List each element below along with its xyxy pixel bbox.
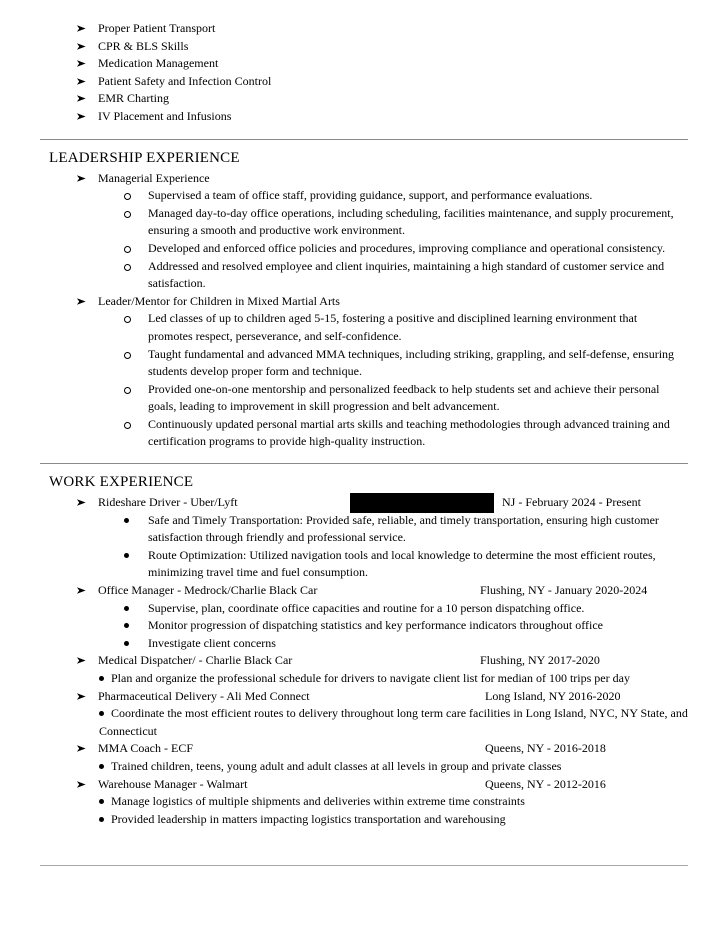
job-title-row (40, 652, 688, 670)
job-bullet (99, 811, 691, 829)
bullet-icon (99, 676, 104, 681)
job-bullet (40, 547, 688, 582)
job-title: Pharmaceutical Delivery - Ali Med Connect (98, 688, 310, 703)
job-location: Long Island, NY 2016-2020 (485, 688, 621, 703)
bullet-text: Supervised a team of office staff, providing guidance, support, and performance evaluations. (148, 188, 593, 203)
skill-text: IV Placement and Infusions (98, 108, 232, 123)
section-divider (40, 139, 688, 140)
bullet-text: Monitor progression of dispatching statistics and key performance indicators throughout office (148, 618, 604, 633)
bullet-text: Investigate client concerns (148, 635, 276, 650)
leadership-bullet (40, 346, 688, 381)
arrowhead-bullet-icon (76, 293, 98, 307)
arrowhead-bullet-icon (76, 582, 98, 596)
leadership-item-title: Managerial Experience (98, 170, 210, 185)
bullet-text: Coordinate the most efficient routes to delivery throughout long term care facilities in Long Island, NYC, NY State, and Connecticut (99, 706, 688, 738)
arrowhead-bullet-icon (76, 740, 98, 754)
circle-bullet-icon (124, 187, 148, 200)
job-title-row (40, 688, 688, 706)
leadership-item (40, 293, 688, 311)
arrowhead-bullet-icon (76, 652, 98, 666)
arrowhead-bullet-icon (76, 688, 98, 702)
job-location: Flushing, NY - January 2020-2024 (480, 583, 648, 598)
job-title-row (40, 740, 688, 758)
bullet-text: Taught fundamental and advanced MMA techniques, including striking, grappling, and self-defense, ensuring students develop proper form and technique. (148, 346, 675, 379)
job-title: Office Manager - Medrock/Charlie Black Car (98, 583, 318, 598)
circle-bullet-icon (124, 381, 148, 394)
circle-bullet-icon (124, 240, 148, 253)
list-item (40, 90, 688, 108)
circle-bullet-icon (124, 416, 148, 429)
leadership-bullet (40, 187, 688, 205)
bullet-text: Manage logistics of multiple shipments and deliveries within extreme time constraints (111, 794, 525, 809)
skill-text: CPR & BLS Skills (98, 38, 189, 53)
job-title: MMA Coach - ECF (98, 741, 194, 756)
list-item (40, 20, 688, 38)
work-section-heading: WORK EXPERIENCE (49, 474, 194, 491)
skill-text: EMR Charting (98, 91, 169, 106)
skill-text: Patient Safety and Infection Control (98, 73, 272, 88)
section-divider (40, 463, 688, 464)
disc-bullet-icon (124, 635, 148, 646)
skill-text: Medication Management (98, 56, 219, 71)
bullet-text: Route Optimization: Utilized navigation tools and local knowledge to determine the most efficient routes, minimizing travel time and fuel consumption. (148, 547, 656, 580)
bullet-icon (99, 764, 104, 769)
bullet-text: Continuously updated personal martial arts skills and teaching methodologies through advanced training and certification programs to provide high-quality instruction. (148, 416, 670, 449)
circle-bullet-icon (124, 205, 148, 218)
circle-bullet-icon (124, 310, 148, 323)
job-location: Flushing, NY 2017-2020 (480, 653, 600, 668)
redaction-box (350, 493, 494, 513)
bullet-text: Provided leadership in matters impacting logistics transportation and warehousing (111, 811, 506, 826)
list-item (40, 55, 688, 73)
circle-bullet-icon (124, 258, 148, 271)
job-bullet (40, 635, 688, 653)
leadership-section-heading: LEADERSHIP EXPERIENCE (49, 149, 240, 166)
job-bullet (40, 617, 688, 635)
disc-bullet-icon (124, 617, 148, 628)
job-bullet (99, 705, 691, 740)
job-title-row (40, 776, 688, 794)
arrowhead-bullet-icon (76, 90, 98, 104)
bullet-icon (99, 799, 104, 804)
job-location: Queens, NY - 2016-2018 (485, 741, 606, 756)
bullet-text: Plan and organize the professional schedule for drivers to navigate client list for median of 100 trips per day (111, 671, 630, 685)
disc-bullet-icon (124, 600, 148, 611)
arrowhead-bullet-icon (76, 55, 98, 69)
job-title-row (40, 582, 688, 600)
bullet-text: Addressed and resolved employee and client inquiries, maintaining a high standard of customer service and satisfaction. (148, 258, 665, 291)
leadership-item (40, 170, 688, 188)
leadership-bullet (40, 310, 688, 345)
bullet-text: Supervise, plan, coordinate office capacities and routine for a 10 person dispatching office. (148, 600, 585, 615)
skill-text: Proper Patient Transport (98, 21, 216, 35)
arrowhead-bullet-icon (76, 494, 98, 508)
leadership-bullet (40, 416, 688, 451)
circle-bullet-icon (124, 346, 148, 359)
skills-list (40, 20, 688, 126)
bullet-text: Managed day-to-day office operations, including scheduling, facilities maintenance, and supply procurement, ensuring a smooth and productive work environment. (148, 205, 674, 238)
bullet-text: Safe and Timely Transportation: Provided safe, reliable, and timely transportation, ensuring high customer satisfaction through friendly and professional service. (148, 512, 659, 545)
job-bullet (40, 512, 688, 547)
page-bottom-divider (40, 865, 688, 866)
arrowhead-bullet-icon (76, 20, 98, 34)
leadership-bullet (40, 205, 688, 240)
arrowhead-bullet-icon (76, 38, 98, 52)
leadership-bullet (40, 381, 688, 416)
bullet-text: Developed and enforced office policies and procedures, improving compliance and operational consistency. (148, 240, 666, 255)
job-title-row (40, 494, 688, 512)
arrowhead-bullet-icon (76, 170, 98, 184)
bullet-text: Provided one-on-one mentorship and personalized feedback to help students set and achieve their personal goals, leading to improvement in skill progression and belt advancement. (148, 381, 660, 414)
arrowhead-bullet-icon (76, 73, 98, 87)
bullet-icon (99, 711, 104, 716)
list-item (40, 73, 688, 91)
job-title: Medical Dispatcher/ - Charlie Black Car (98, 653, 293, 668)
job-bullet (99, 670, 691, 688)
leadership-bullet (40, 240, 688, 258)
job-bullet (99, 793, 691, 811)
job-bullet (40, 600, 688, 618)
list-item (40, 108, 688, 126)
job-title: Warehouse Manager - Walmart (98, 776, 248, 791)
bullet-text: Led classes of up to children aged 5-15, fostering a positive and disciplined learning environment that promotes respect, perseverance, and self-confidence. (148, 311, 638, 343)
bullet-icon (99, 817, 104, 822)
arrowhead-bullet-icon (76, 776, 98, 790)
leadership-bullet (40, 258, 688, 293)
leadership-item-title: Leader/Mentor for Children in Mixed Martial Arts (98, 293, 340, 308)
arrowhead-bullet-icon (76, 108, 98, 122)
disc-bullet-icon (124, 512, 148, 523)
job-location: NJ - February 2024 - Present (502, 495, 641, 510)
list-item (40, 38, 688, 56)
disc-bullet-icon (124, 547, 148, 558)
job-bullet (99, 758, 691, 776)
job-location: Queens, NY - 2012-2016 (485, 776, 606, 791)
bullet-text: Trained children, teens, young adult and adult classes at all levels in group and private classes (111, 758, 562, 773)
job-title: Rideshare Driver - Uber/Lyft (98, 495, 238, 510)
